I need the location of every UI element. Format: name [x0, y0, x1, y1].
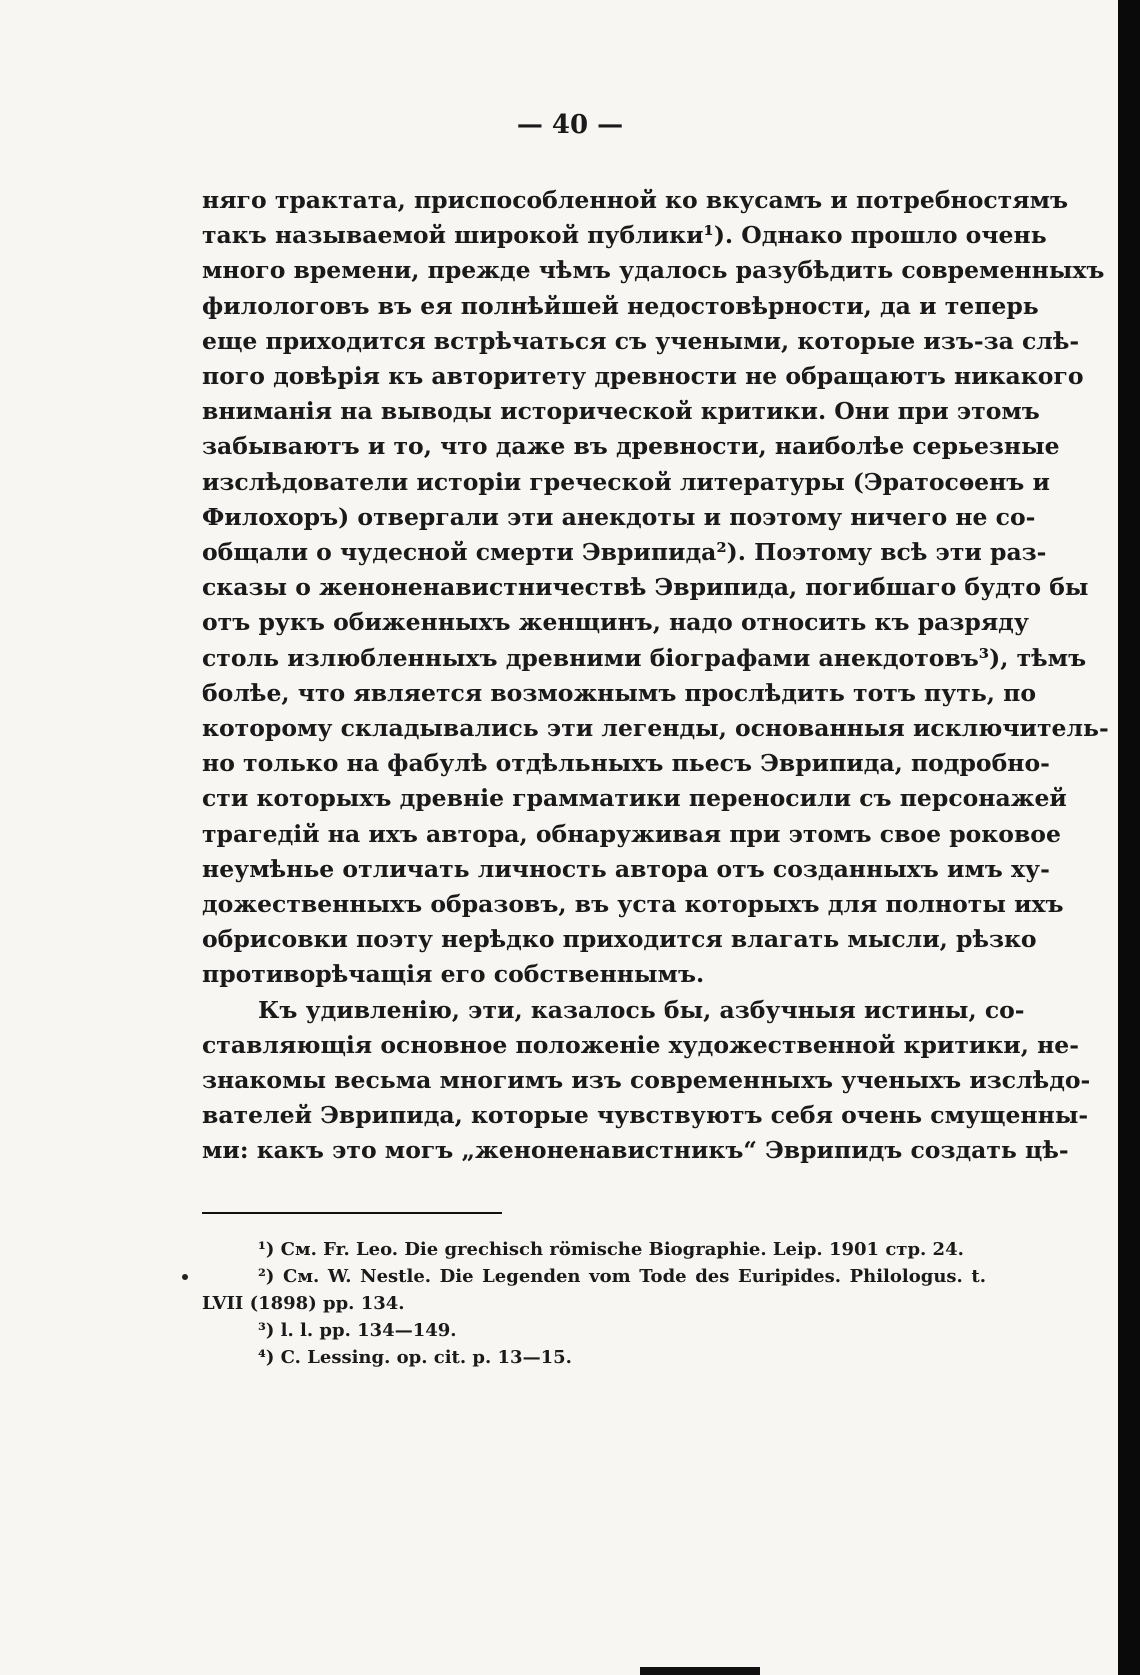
text-line: дожественныхъ образовъ, въ уста которыхъ для полноты ихъ: [202, 890, 1064, 919]
text-line: противорѣчащія его собственнымъ.: [202, 960, 705, 989]
footnote-4: ⁴) C. Lessing. op. cit. p. 13—15.: [258, 1347, 572, 1368]
text-line: ставляющія основное положеніе художественной критики, не-: [202, 1030, 1080, 1059]
text-line: Филохоръ) отвергали эти анекдоты и поэтому ничего не со-: [202, 502, 1036, 531]
footnote-1: ¹) См. Fr. Leo. Die grechisch römische Biographie. Leip. 1901 стр. 24.: [258, 1239, 964, 1260]
page-number: — 40 —: [516, 110, 624, 140]
text-line: общали о чудесной смерти Эврипида²). Поэтому всѣ эти раз-: [202, 538, 1047, 567]
text-line: Къ удивленію, эти, казалось бы, азбучныя истины, со-: [258, 995, 1025, 1024]
text-line: сказы о женоненавистничествѣ Эврипида, погибшаго будто бы: [202, 573, 1089, 602]
text-line: сти которыхъ древніе грамматики переносили съ персонажей: [202, 784, 1067, 813]
footnote-divider: [202, 1212, 502, 1214]
text-line: неумѣнье отличать личность автора отъ созданныхъ имъ ху-: [202, 854, 1050, 883]
text-line: много времени, прежде чѣмъ удалось разубѣдить современныхъ: [202, 256, 1105, 285]
text-line: отъ рукъ обиженныхъ женщинъ, надо относить къ разряду: [202, 608, 1029, 637]
text-line: вателей Эврипида, которые чувствуютъ себя очень смущенны-: [202, 1101, 1089, 1130]
scan-bottom-mark: [640, 1667, 760, 1675]
text-line: трагедій на ихъ автора, обнаруживая при этомъ свое роковое: [202, 819, 1061, 848]
footnote-3: ³) l. l. pp. 134—149.: [258, 1320, 457, 1341]
text-line: вниманія на выводы исторической критики. Они при этомъ: [202, 397, 1040, 426]
text-line: изслѣдователи исторіи греческой литературы (Эратосѳенъ и: [202, 467, 1050, 496]
scan-page-edge: [1118, 0, 1140, 1675]
text-line: няго трактата, приспособленной ко вкусамъ и потребностямъ: [202, 186, 1069, 214]
text-line: такъ называемой широкой публики¹). Однако прошло очень: [202, 221, 1047, 250]
margin-mark: [182, 1274, 188, 1280]
footnotes: [202, 1236, 986, 1371]
text-line: филологовъ въ ея полнѣйшей недостовѣрности, да и теперь: [202, 291, 1039, 320]
text-line: болѣе, что является возможнымъ прослѣдить тотъ путь, по: [202, 678, 1037, 707]
text-line: еще приходится встрѣчаться съ учеными, которые изъ-за слѣ-: [202, 326, 1080, 355]
text-line: столь излюбленныхъ древними біографами анекдотовъ³), тѣмъ: [202, 643, 1087, 672]
text-line: знакомы весьма многимъ изъ современныхъ ученыхъ изслѣдо-: [202, 1066, 1091, 1095]
text-line: забываютъ и то, что даже въ древности, наиболѣе серьезные: [202, 432, 1060, 461]
footnote-2-continued: LVII (1898) pp. 134.: [202, 1293, 405, 1314]
main-text: [202, 183, 1109, 1169]
text-line: обрисовки поэту нерѣдко приходится влагать мысли, рѣзко: [202, 925, 1037, 954]
text-line: которому складывались эти легенды, основанныя исключитель-: [202, 714, 1109, 743]
text-line: пого довѣрія къ авторитету древности не обращаютъ никакого: [202, 362, 1084, 391]
text-line: ми: какъ это могъ „женоненавистникъ“ Эврипидъ создать цѣ-: [202, 1136, 1069, 1165]
footnote-2: ²) См. W. Nestle. Die Legenden vom Tode des Euripides. Philologus. t.: [258, 1266, 986, 1287]
text-line: но только на фабулѣ отдѣльныхъ пьесъ Эврипида, подробно-: [202, 749, 1050, 778]
